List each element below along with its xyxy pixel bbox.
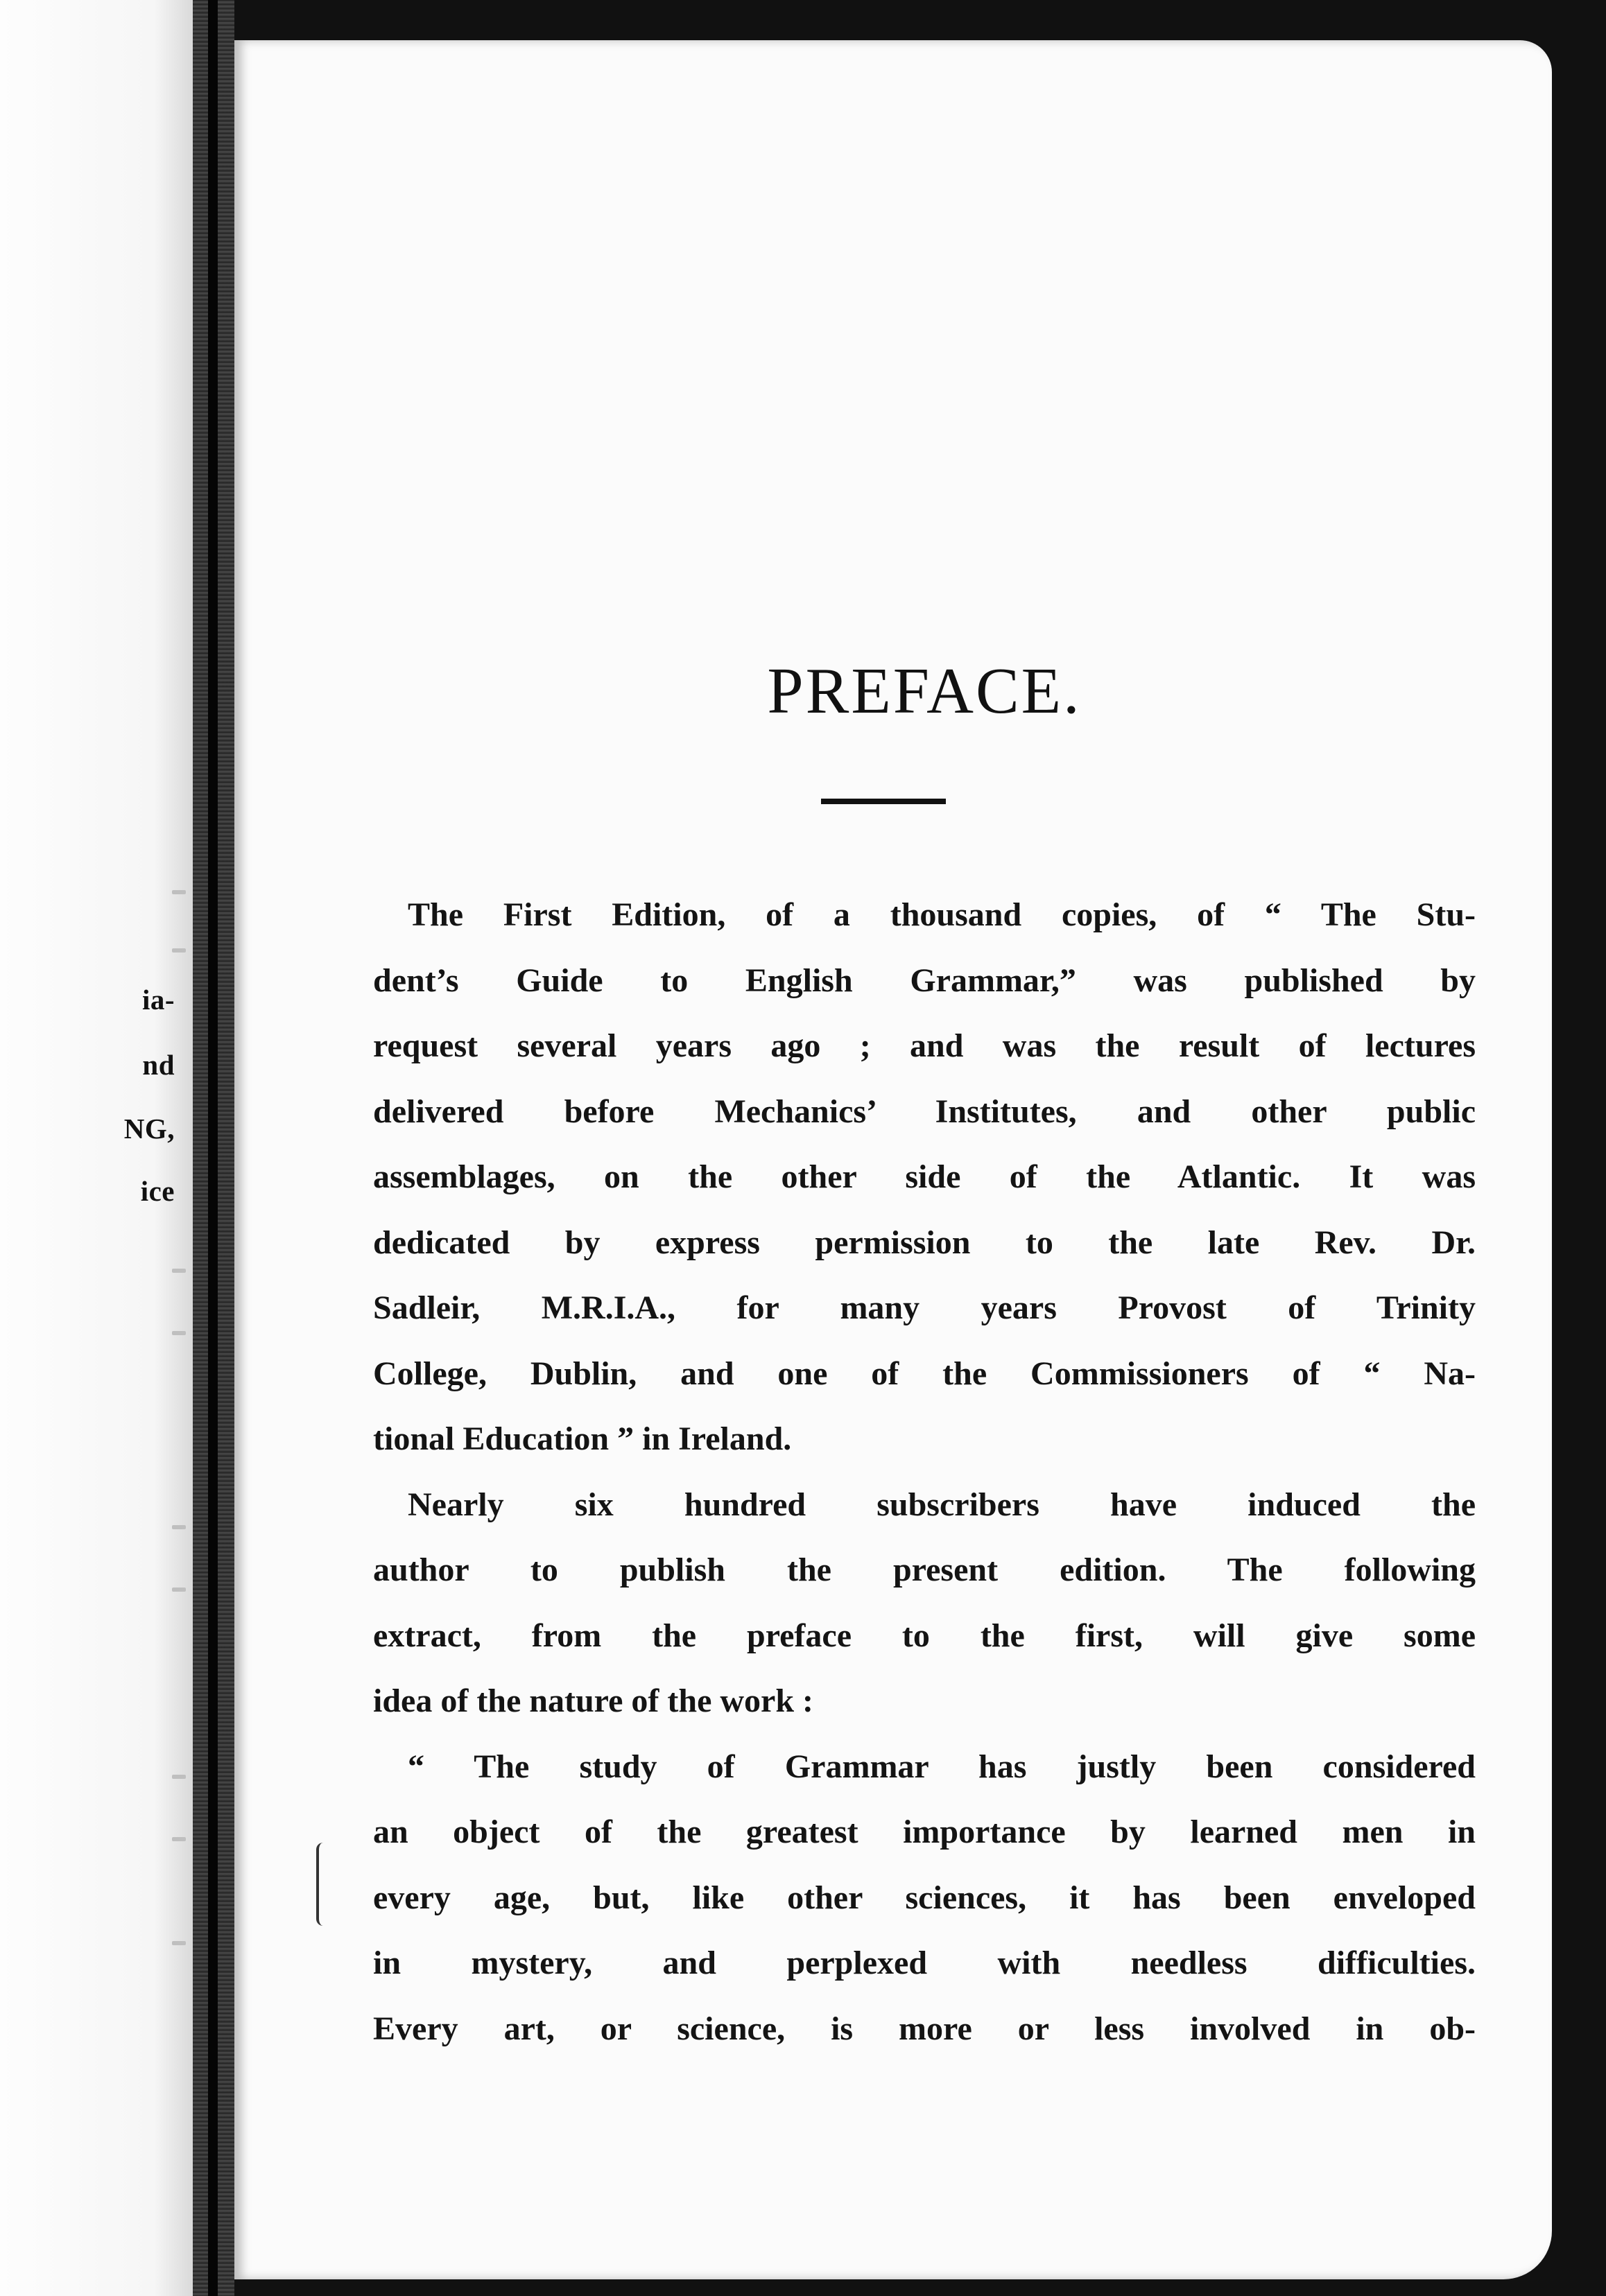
page-title: PREFACE. (767, 655, 1082, 727)
facing-page (0, 0, 193, 2296)
margin-bracket (316, 1843, 323, 1926)
facing-page-fragment: ia- (141, 984, 175, 1016)
text-line: College, Dublin, and one of the Commissioners of “ Na- (373, 1355, 1476, 1392)
margin-mark (172, 1269, 186, 1273)
margin-mark (172, 1941, 186, 1945)
text-line: an object of the greatest importance by learned men in (373, 1814, 1476, 1850)
title-rule (821, 799, 946, 804)
margin-mark (172, 948, 186, 953)
margin-mark (172, 1775, 186, 1779)
spine-shadow (208, 0, 218, 2296)
text-line: author to publish the present edition. The following (373, 1551, 1476, 1588)
facing-page-fragment: nd (142, 1049, 175, 1081)
margin-mark (172, 1837, 186, 1841)
text-line: extract, from the preface to the first, will give some (373, 1617, 1476, 1654)
text-line: every age, but, like other sciences, it has been enveloped (373, 1879, 1476, 1916)
text-line: tional Education ” in Ireland. (373, 1420, 792, 1457)
preface-text (373, 882, 1476, 2062)
preface-page (234, 40, 1552, 2279)
text-line: “ The study of Grammar has justly been considered (408, 1748, 1476, 1785)
margin-mark (172, 1525, 186, 1529)
text-line: The First Edition, of a thousand copies, of “ The Stu- (408, 896, 1476, 933)
text-line: in mystery, and perplexed with needless difficulties. (373, 1945, 1476, 1981)
text-line: Sadleir, M.R.I.A., for many years Provost of Trinity (373, 1289, 1476, 1326)
facing-page-fragment: ice (140, 1175, 175, 1207)
margin-mark (172, 1588, 186, 1592)
text-line: request several years ago ; and was the result of lectures (373, 1027, 1476, 1064)
text-line: dent’s Guide to English Grammar,” was published by (373, 962, 1476, 999)
margin-mark (172, 1331, 186, 1335)
text-line: dedicated by express permission to the late Rev. Dr. (373, 1224, 1476, 1261)
margin-mark (172, 890, 186, 894)
text-line: assemblages, on the other side of the Atlantic. It was (373, 1158, 1476, 1195)
text-line: idea of the nature of the work : (373, 1682, 814, 1719)
paragraph (373, 1472, 1476, 1734)
paragraph (373, 1734, 1476, 2062)
text-line: delivered before Mechanics’ Institutes, and other public (373, 1093, 1476, 1130)
text-line: Nearly six hundred subscribers have induced the (408, 1486, 1476, 1523)
facing-page-fragment: NG, (123, 1113, 175, 1145)
text-line: Every art, or science, is more or less involved in ob- (373, 2010, 1476, 2047)
paragraph (373, 882, 1476, 1472)
